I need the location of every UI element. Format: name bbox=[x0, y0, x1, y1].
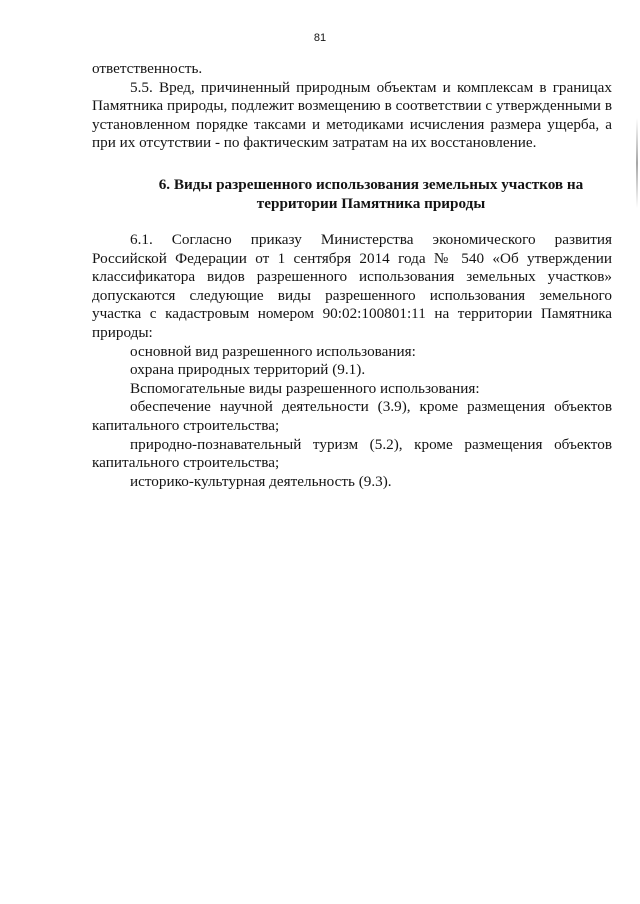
aux-use-item-science: обеспечение научной деятельности (3.9), кроме размещения объектов капитального строительства; bbox=[92, 398, 612, 434]
paragraph-5-5: 5.5. Вред, причиненный природным объектам и комплексам в границах Памятника природы, подлежит возмещению в соответствии с утвержденными в установленном порядке таксами и методиками исчисления размера ущерба, а при их отсутствии - по фактическим затратам на их восстановление. bbox=[92, 78, 612, 152]
paragraph-6-1: 6.1. Согласно приказу Министерства экономического развития Российской Федерации от 1 сентября 2014 года № 540 «Об утверждении классификатора видов разрешенного использования земельных участков» допускаются следующие виды разрешенного использования земельного участка с кадастровым номером 90:02:100801:11 на территории Памятника природы: bbox=[92, 230, 612, 341]
section-6-heading-line-2: территории Памятника природы bbox=[256, 194, 486, 212]
main-use-item: охрана природных территорий (9.1). bbox=[130, 361, 366, 379]
aux-use-label: Вспомогательные виды разрешенного использования: bbox=[130, 379, 480, 397]
document-body bbox=[92, 60, 612, 491]
continuation-text: ответственность. bbox=[92, 60, 203, 77]
scan-edge-mark bbox=[636, 118, 638, 208]
main-use-label: основной вид разрешенного использования: bbox=[130, 342, 416, 360]
page-number: 81 bbox=[313, 32, 327, 44]
aux-use-item-tourism: природно-познавательный туризм (5.2), кроме размещения объектов капитального строительства; bbox=[92, 435, 612, 472]
section-6-heading-line-1: 6. Виды разрешенного использования земельных участков на bbox=[158, 175, 584, 193]
aux-use-item-heritage: историко-культурная деятельность (9.3). bbox=[130, 472, 392, 490]
section-6-heading bbox=[92, 175, 612, 213]
